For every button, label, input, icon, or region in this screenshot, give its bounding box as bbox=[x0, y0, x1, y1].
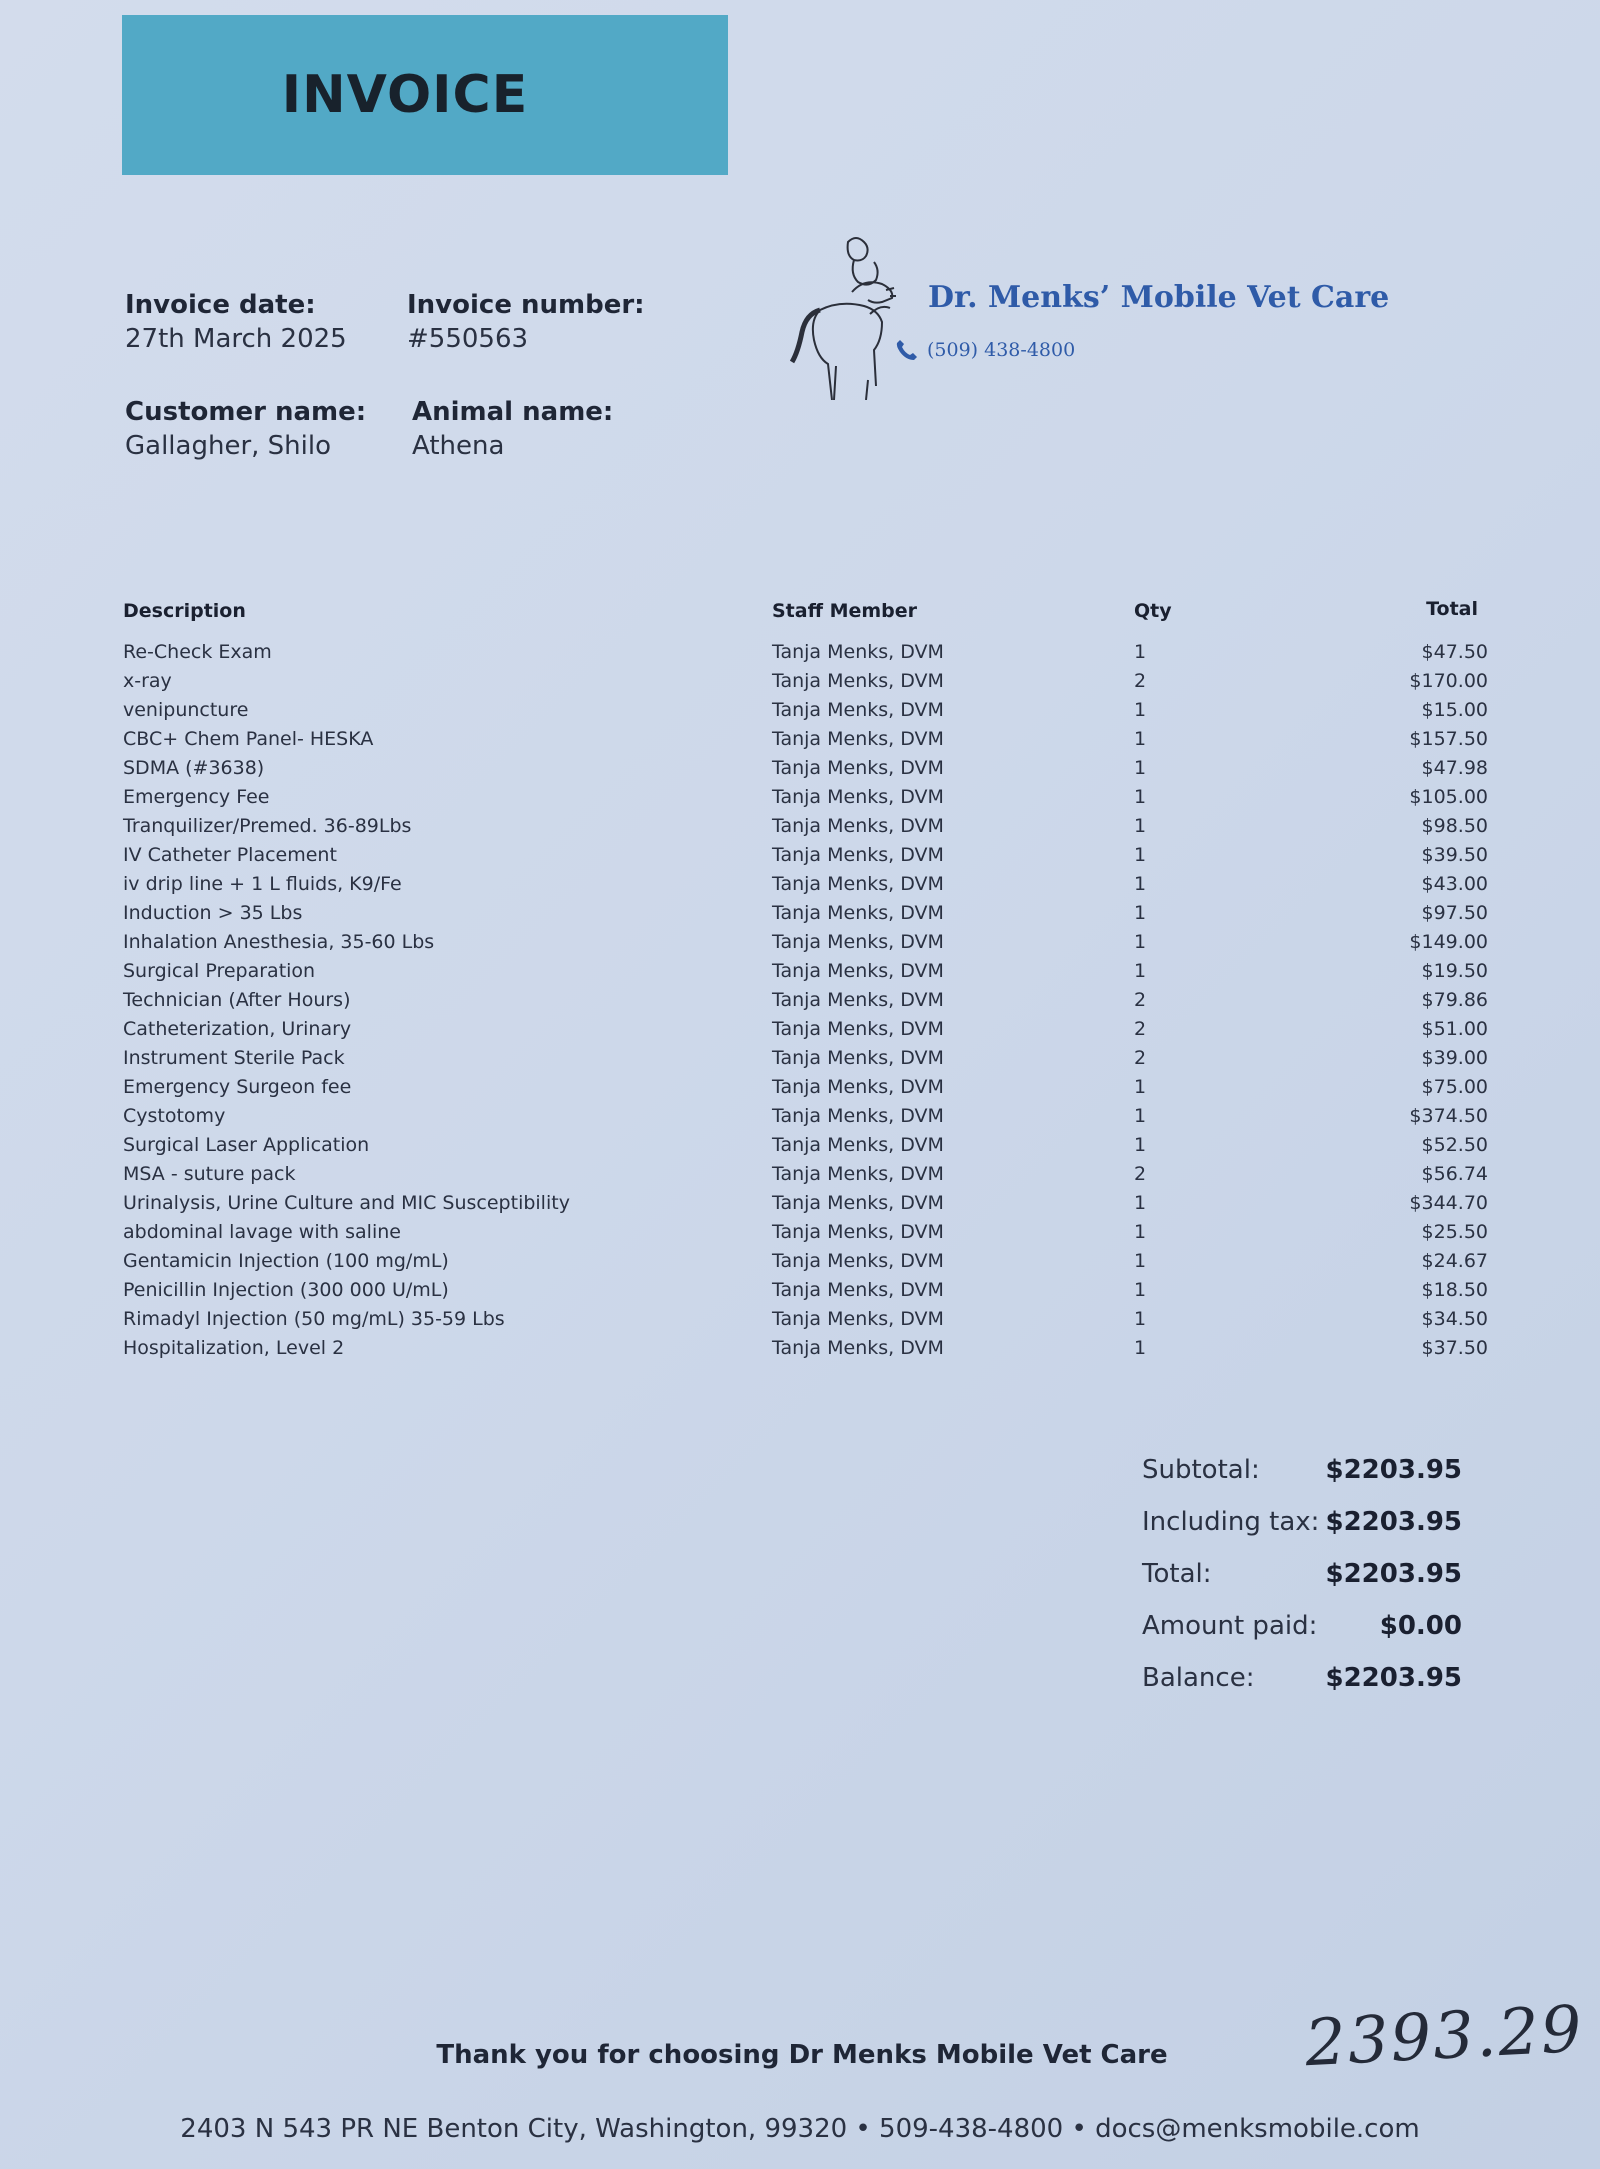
cell-total: $97.50 bbox=[1421, 902, 1488, 924]
cell-staff: Tanja Menks, DVM bbox=[772, 1134, 944, 1156]
cell-total: $157.50 bbox=[1409, 728, 1488, 750]
totals-label: Balance: bbox=[1142, 1663, 1255, 1693]
cell-total: $374.50 bbox=[1409, 1105, 1488, 1127]
table-row bbox=[0, 1337, 1600, 1366]
invoice-date-block bbox=[125, 290, 347, 354]
cell-qty: 1 bbox=[1134, 1337, 1147, 1359]
totals-label: Subtotal: bbox=[1142, 1455, 1260, 1485]
cell-staff: Tanja Menks, DVM bbox=[772, 728, 944, 750]
cell-staff: Tanja Menks, DVM bbox=[772, 757, 944, 779]
table-row bbox=[0, 1047, 1600, 1076]
cell-staff: Tanja Menks, DVM bbox=[772, 1337, 944, 1359]
cell-description: Technician (After Hours) bbox=[123, 989, 351, 1011]
cell-qty: 1 bbox=[1134, 815, 1147, 837]
table-row bbox=[0, 1279, 1600, 1308]
cell-qty: 1 bbox=[1134, 1076, 1147, 1098]
cell-description: iv drip line + 1 L fluids, K9/Fe bbox=[123, 873, 402, 895]
table-row bbox=[0, 641, 1600, 670]
cell-total: $24.67 bbox=[1421, 1250, 1488, 1272]
table-row bbox=[0, 757, 1600, 786]
table-row bbox=[0, 1250, 1600, 1279]
cell-qty: 1 bbox=[1134, 1105, 1147, 1127]
col-header-qty: Qty bbox=[1134, 600, 1172, 622]
cell-staff: Tanja Menks, DVM bbox=[772, 1250, 944, 1272]
cell-qty: 1 bbox=[1134, 1134, 1147, 1156]
cell-staff: Tanja Menks, DVM bbox=[772, 960, 944, 982]
invoice-number-block bbox=[407, 290, 645, 354]
cell-qty: 1 bbox=[1134, 1250, 1147, 1272]
totals-row bbox=[1142, 1455, 1462, 1507]
cell-total: $98.50 bbox=[1421, 815, 1488, 837]
cell-description: Instrument Sterile Pack bbox=[123, 1047, 345, 1069]
cell-staff: Tanja Menks, DVM bbox=[772, 1308, 944, 1330]
cell-qty: 2 bbox=[1134, 1047, 1147, 1069]
totals-row bbox=[1142, 1507, 1462, 1559]
cell-description: x-ray bbox=[123, 670, 172, 692]
cell-qty: 1 bbox=[1134, 728, 1147, 750]
cell-qty: 1 bbox=[1134, 873, 1147, 895]
cell-staff: Tanja Menks, DVM bbox=[772, 1192, 944, 1214]
cell-description: abdominal lavage with saline bbox=[123, 1221, 401, 1243]
animal-name: Athena bbox=[412, 431, 505, 461]
cell-total: $18.50 bbox=[1421, 1279, 1488, 1301]
cell-description: Induction > 35 Lbs bbox=[123, 902, 303, 924]
cell-staff: Tanja Menks, DVM bbox=[772, 699, 944, 721]
cell-total: $47.50 bbox=[1421, 641, 1488, 663]
totals-label: Total: bbox=[1142, 1559, 1212, 1589]
table-row bbox=[0, 1163, 1600, 1192]
clinic-name: Dr. Menks’ Mobile Vet Care bbox=[928, 280, 1390, 315]
table-row bbox=[0, 670, 1600, 699]
cell-total: $43.00 bbox=[1421, 873, 1488, 895]
cell-total: $51.00 bbox=[1421, 1018, 1488, 1040]
invoice-title: INVOICE bbox=[281, 65, 529, 125]
phone-icon bbox=[895, 338, 919, 362]
invoice-date-label: Invoice date: bbox=[125, 290, 316, 320]
totals-row bbox=[1142, 1663, 1462, 1715]
cell-description: Penicillin Injection (300 000 U/mL) bbox=[123, 1279, 449, 1301]
customer-name: Gallagher, Shilo bbox=[125, 431, 331, 461]
cell-qty: 1 bbox=[1134, 757, 1147, 779]
cell-total: $105.00 bbox=[1409, 786, 1488, 808]
cell-total: $52.50 bbox=[1421, 1134, 1488, 1156]
cell-staff: Tanja Menks, DVM bbox=[772, 815, 944, 837]
cell-total: $19.50 bbox=[1421, 960, 1488, 982]
cell-qty: 2 bbox=[1134, 1018, 1147, 1040]
cell-description: Emergency Surgeon fee bbox=[123, 1076, 352, 1098]
cell-total: $37.50 bbox=[1421, 1337, 1488, 1359]
cell-staff: Tanja Menks, DVM bbox=[772, 1279, 944, 1301]
table-row bbox=[0, 1192, 1600, 1221]
table-row bbox=[0, 989, 1600, 1018]
col-header-staff: Staff Member bbox=[772, 600, 918, 622]
cell-description: Rimadyl Injection (50 mg/mL) 35-59 Lbs bbox=[123, 1308, 505, 1330]
cell-total: $170.00 bbox=[1409, 670, 1488, 692]
clinic-phone: (509) 438-4800 bbox=[927, 339, 1076, 361]
cell-description: venipuncture bbox=[123, 699, 249, 721]
cell-total: $75.00 bbox=[1421, 1076, 1488, 1098]
cell-qty: 1 bbox=[1134, 641, 1147, 663]
totals-row bbox=[1142, 1559, 1462, 1611]
cell-qty: 2 bbox=[1134, 989, 1147, 1011]
cell-total: $39.00 bbox=[1421, 1047, 1488, 1069]
cell-total: $15.00 bbox=[1421, 699, 1488, 721]
cell-qty: 2 bbox=[1134, 1163, 1147, 1185]
cell-staff: Tanja Menks, DVM bbox=[772, 844, 944, 866]
cell-qty: 1 bbox=[1134, 1308, 1147, 1330]
cell-total: $25.50 bbox=[1421, 1221, 1488, 1243]
cell-description: Surgical Preparation bbox=[123, 960, 316, 982]
cell-description: Urinalysis, Urine Culture and MIC Susceptibility bbox=[123, 1192, 570, 1214]
customer-label: Customer name: bbox=[125, 397, 367, 427]
totals-label: Including tax: bbox=[1142, 1507, 1320, 1537]
table-row bbox=[0, 699, 1600, 728]
cell-description: Cystotomy bbox=[123, 1105, 226, 1127]
cell-staff: Tanja Menks, DVM bbox=[772, 1018, 944, 1040]
cell-description: IV Catheter Placement bbox=[123, 844, 337, 866]
cell-staff: Tanja Menks, DVM bbox=[772, 786, 944, 808]
table-row bbox=[0, 1018, 1600, 1047]
cell-description: Hospitalization, Level 2 bbox=[123, 1337, 345, 1359]
table-row bbox=[0, 728, 1600, 757]
cell-qty: 1 bbox=[1134, 931, 1147, 953]
animal-label: Animal name: bbox=[412, 397, 614, 427]
cell-qty: 1 bbox=[1134, 844, 1147, 866]
customer-block bbox=[125, 397, 366, 461]
cell-total: $47.98 bbox=[1421, 757, 1488, 779]
totals-value: $2203.95 bbox=[1325, 1455, 1462, 1485]
cell-staff: Tanja Menks, DVM bbox=[772, 1047, 944, 1069]
cell-qty: 1 bbox=[1134, 902, 1147, 924]
table-row bbox=[0, 1308, 1600, 1337]
cell-description: Tranquilizer/Premed. 36-89Lbs bbox=[123, 815, 412, 837]
totals-summary bbox=[1142, 1455, 1462, 1715]
cell-qty: 2 bbox=[1134, 670, 1147, 692]
table-row bbox=[0, 844, 1600, 873]
handwritten-note: 2393.29 bbox=[1303, 1992, 1586, 2082]
cell-staff: Tanja Menks, DVM bbox=[772, 902, 944, 924]
cell-staff: Tanja Menks, DVM bbox=[772, 873, 944, 895]
totals-value: $2203.95 bbox=[1325, 1663, 1462, 1693]
cell-description: Inhalation Anesthesia, 35-60 Lbs bbox=[123, 931, 435, 953]
totals-row bbox=[1142, 1611, 1462, 1663]
cell-qty: 1 bbox=[1134, 1221, 1147, 1243]
cell-description: SDMA (#3638) bbox=[123, 757, 265, 779]
col-header-description: Description bbox=[123, 600, 246, 622]
table-row bbox=[0, 873, 1600, 902]
invoice-banner bbox=[122, 15, 728, 175]
totals-label: Amount paid: bbox=[1142, 1611, 1318, 1641]
table-row bbox=[0, 1221, 1600, 1250]
cell-description: MSA - suture pack bbox=[123, 1163, 296, 1185]
invoice-number: #550563 bbox=[407, 324, 529, 354]
totals-value: $2203.95 bbox=[1325, 1507, 1462, 1537]
cell-qty: 1 bbox=[1134, 1279, 1147, 1301]
clinic-phone-row bbox=[895, 338, 1075, 362]
cell-staff: Tanja Menks, DVM bbox=[772, 931, 944, 953]
cell-staff: Tanja Menks, DVM bbox=[772, 1163, 944, 1185]
cell-total: $149.00 bbox=[1409, 931, 1488, 953]
cell-total: $56.74 bbox=[1421, 1163, 1488, 1185]
cell-total: $34.50 bbox=[1421, 1308, 1488, 1330]
invoice-number-label: Invoice number: bbox=[407, 290, 645, 320]
cell-total: $39.50 bbox=[1421, 844, 1488, 866]
cell-description: Catheterization, Urinary bbox=[123, 1018, 352, 1040]
cell-description: Emergency Fee bbox=[123, 786, 270, 808]
cell-qty: 1 bbox=[1134, 960, 1147, 982]
table-row bbox=[0, 1105, 1600, 1134]
cell-description: Surgical Laser Application bbox=[123, 1134, 370, 1156]
table-row bbox=[0, 786, 1600, 815]
table-row bbox=[0, 815, 1600, 844]
cell-staff: Tanja Menks, DVM bbox=[772, 1105, 944, 1127]
invoice-date: 27th March 2025 bbox=[125, 324, 347, 354]
cell-staff: Tanja Menks, DVM bbox=[772, 989, 944, 1011]
animals-logo-icon bbox=[790, 230, 1350, 400]
cell-staff: Tanja Menks, DVM bbox=[772, 670, 944, 692]
cell-total: $344.70 bbox=[1409, 1192, 1488, 1214]
cell-description: Gentamicin Injection (100 mg/mL) bbox=[123, 1250, 449, 1272]
totals-value: $2203.95 bbox=[1325, 1559, 1462, 1589]
totals-value: $0.00 bbox=[1379, 1611, 1462, 1641]
thank-you-message: Thank you for choosing Dr Menks Mobile Vet Care bbox=[436, 2040, 1168, 2070]
cell-qty: 1 bbox=[1134, 699, 1147, 721]
table-row bbox=[0, 931, 1600, 960]
cell-description: CBC+ Chem Panel- HESKA bbox=[123, 728, 374, 750]
cell-total: $79.86 bbox=[1421, 989, 1488, 1011]
footer-contact: 2403 N 543 PR NE Benton City, Washington, 99320 • 509-438-4800 • docs@menksmobile.com bbox=[180, 2114, 1420, 2144]
line-items-table bbox=[0, 641, 1600, 1366]
cell-description: Re-Check Exam bbox=[123, 641, 272, 663]
cell-staff: Tanja Menks, DVM bbox=[772, 1221, 944, 1243]
table-row bbox=[0, 960, 1600, 989]
col-header-total: Total bbox=[1426, 598, 1478, 620]
animal-block bbox=[412, 397, 613, 461]
cell-staff: Tanja Menks, DVM bbox=[772, 641, 944, 663]
cell-staff: Tanja Menks, DVM bbox=[772, 1076, 944, 1098]
cell-qty: 1 bbox=[1134, 1192, 1147, 1214]
table-row bbox=[0, 1076, 1600, 1105]
table-row bbox=[0, 902, 1600, 931]
cell-qty: 1 bbox=[1134, 786, 1147, 808]
table-row bbox=[0, 1134, 1600, 1163]
